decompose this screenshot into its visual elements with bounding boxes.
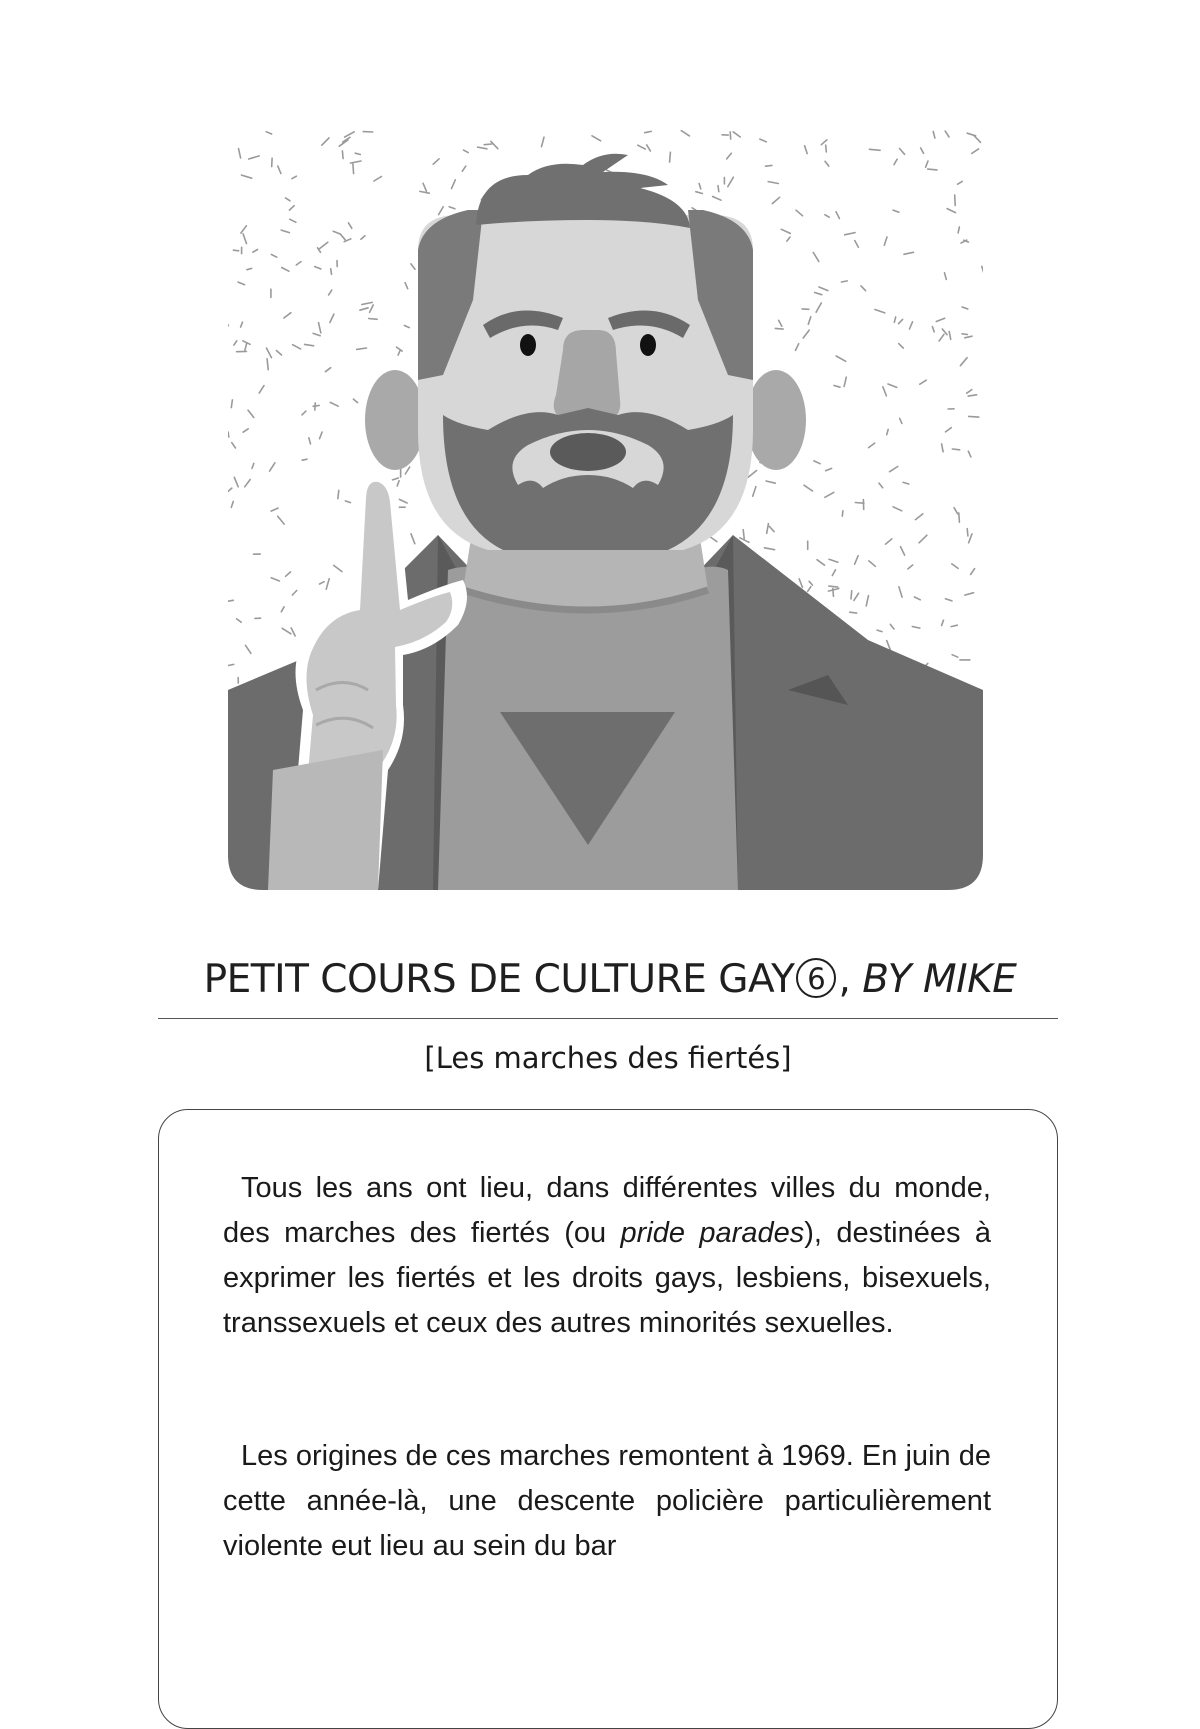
mouth-shape xyxy=(550,433,626,471)
paragraph-1 xyxy=(223,1166,991,1346)
page-title xyxy=(160,956,1060,1004)
circled-number-badge: 6 xyxy=(796,958,836,998)
paragraph-2: Les origines de ces marches remontent à 1969. En juin de cette année-là, une descente policière particulièrement violente eut lieu au sein du bar xyxy=(223,1434,991,1569)
title-main-text: PETIT COURS DE CULTURE GAY xyxy=(204,957,795,1002)
paragraph-1-text-end: ), destinées à exprimer les fiertés et les droits gays, lesbiens, bisexuels, transsexuels et ceux des autres minorités sexuelles. xyxy=(223,1217,991,1339)
right-eye-shape xyxy=(640,334,656,356)
left-ear-shape xyxy=(365,370,425,470)
right-ear-shape xyxy=(746,370,806,470)
section-subtitle: [Les marches des fiertés] xyxy=(158,1038,1058,1078)
portrait-illustration xyxy=(228,130,983,890)
title-author-text: BY MIKE xyxy=(862,957,1016,1002)
man-portrait-image xyxy=(228,130,983,890)
title-comma: , xyxy=(838,957,862,1002)
body-text-box xyxy=(158,1109,1058,1729)
paragraph-1-italic-term: pride parades xyxy=(621,1217,805,1249)
title-divider xyxy=(158,1018,1058,1019)
paragraph-1-text-start: Tous les ans ont lieu, dans différentes villes du monde, des marches des fiertés (ou xyxy=(223,1172,991,1249)
left-eye-shape xyxy=(520,334,536,356)
